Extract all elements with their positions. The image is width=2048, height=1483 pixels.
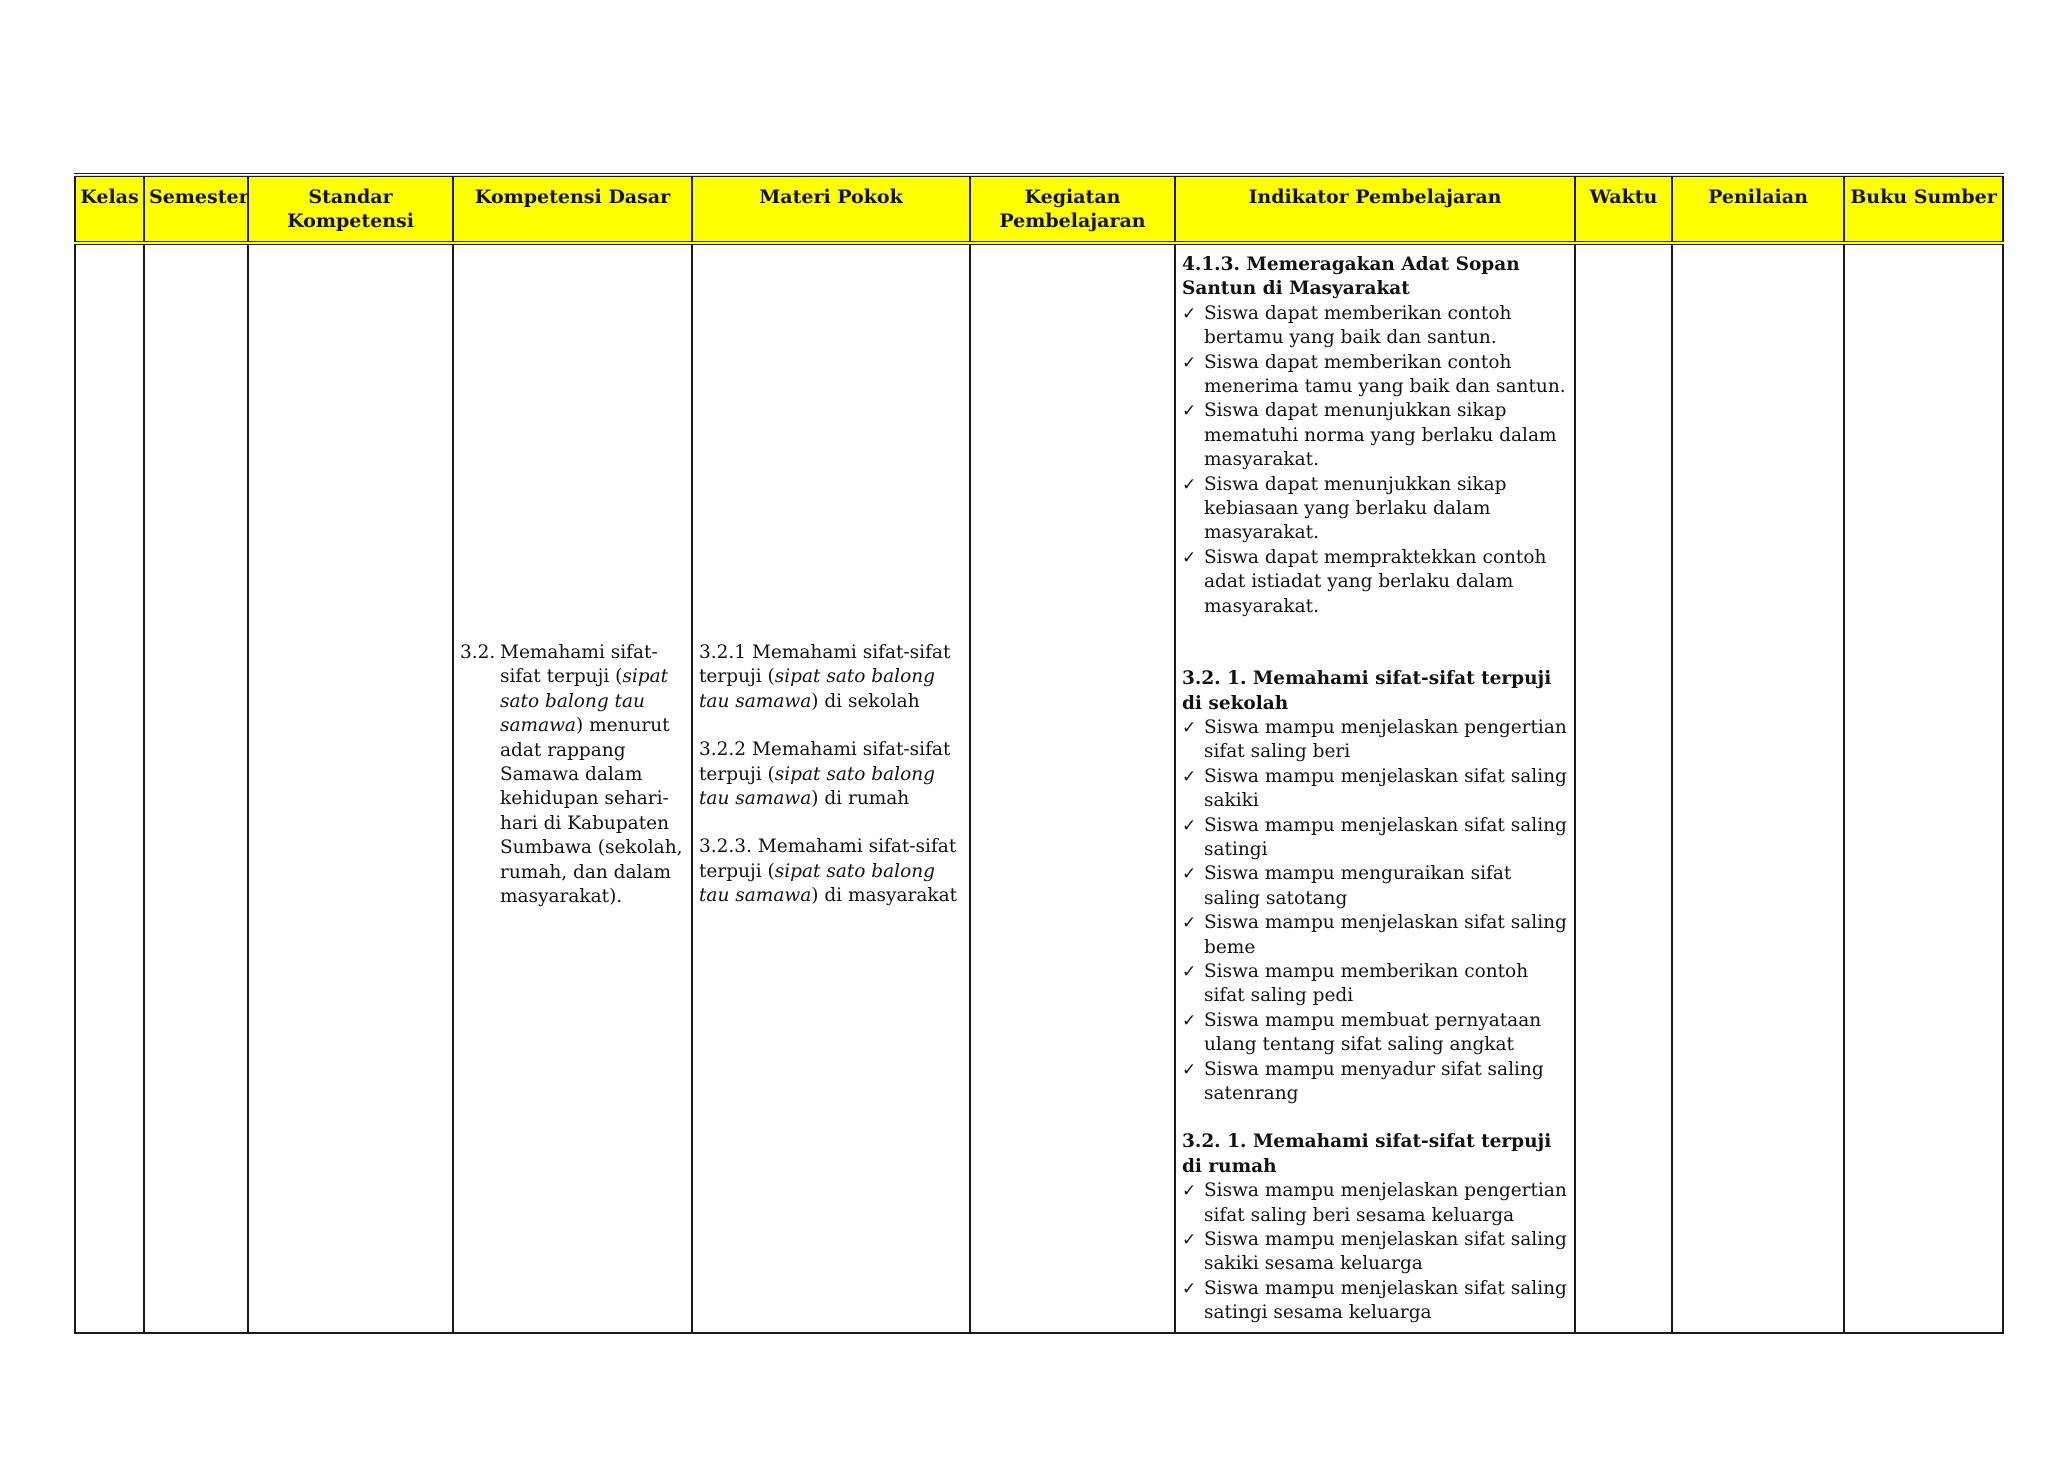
cell-semester	[144, 243, 248, 1333]
materi-pokok-text: ) di masyarakat	[811, 885, 958, 907]
check-icon: ✓	[1182, 1181, 1197, 1202]
materi-pokok-italic-term: sipat sato balong tau samawa	[699, 666, 935, 712]
materi-pokok-list	[699, 641, 963, 909]
indikator-item-text: Siswa dapat menunjukkan sikap mematuhi norma yang berlaku dalam masyarakat.	[1204, 400, 1557, 471]
indikator-heading: 4.1.3. Memeragakan Adat Sopan Santun di Masyarakat	[1182, 254, 1520, 300]
check-icon: ✓	[1182, 717, 1197, 738]
cell-buku-sumber	[1844, 243, 2003, 1333]
kompetensi-dasar-italic-term: sipat sato balong tau samawa	[500, 666, 669, 737]
cell-kegiatan-pembelajaran	[970, 243, 1175, 1333]
materi-pokok-item	[699, 835, 963, 908]
check-icon: ✓	[1182, 1230, 1197, 1251]
indikator-heading: 3.2. 1. Memahami sifat-sifat terpuji di sekolah	[1182, 668, 1552, 714]
indikator-item	[1182, 911, 1568, 960]
cell-indikator-pembelajaran	[1175, 243, 1575, 1333]
col-header-kelas: Kelas	[75, 175, 144, 243]
check-icon: ✓	[1182, 766, 1197, 787]
spacer	[1182, 619, 1568, 667]
check-icon: ✓	[1182, 1278, 1197, 1299]
syllabus-table	[74, 173, 2004, 1334]
check-icon: ✓	[1182, 961, 1197, 982]
indikator-item	[1182, 765, 1568, 814]
indikator-checklist	[1182, 1179, 1568, 1325]
col-header-indikator-pembelajaran: Indikator Pembelajaran	[1175, 175, 1575, 243]
indikator-checklist	[1182, 302, 1568, 619]
indikator-item-text: Siswa mampu menjelaskan sifat saling beme	[1204, 912, 1567, 958]
content-row	[75, 243, 2003, 1333]
kompetensi-dasar-number: 3.2.	[460, 642, 496, 663]
cell-kelas	[75, 243, 144, 1333]
indikator-checklist	[1182, 716, 1568, 1107]
check-icon: ✓	[1182, 864, 1197, 885]
col-header-waktu: Waktu	[1575, 175, 1672, 243]
check-icon: ✓	[1182, 1059, 1197, 1080]
check-icon: ✓	[1182, 474, 1197, 495]
materi-pokok-text: ) di rumah	[811, 788, 910, 810]
indikator-item-text: Siswa dapat mempraktekkan contoh adat istiadat yang berlaku dalam masyarakat.	[1204, 546, 1547, 617]
indikator-item	[1182, 1228, 1568, 1277]
col-header-penilaian: Penilaian	[1672, 175, 1844, 243]
materi-pokok-italic-term: sipat sato balong tau samawa	[699, 860, 935, 907]
cell-materi-pokok	[692, 243, 970, 1333]
indikator-item	[1182, 960, 1568, 1009]
indikator-item-text: Siswa mampu menjelaskan pengertian sifat saling beri sesama keluarga	[1204, 1180, 1567, 1226]
materi-pokok-text: ) di sekolah	[811, 690, 920, 712]
indikator-item	[1182, 1009, 1568, 1058]
indikator-item	[1182, 302, 1568, 351]
indikator-item	[1182, 814, 1568, 863]
indikator-item-text: Siswa mampu menyadur sifat saling satenrang	[1204, 1058, 1544, 1104]
header-row	[75, 175, 2003, 243]
col-header-kompetensi-dasar: Kompetensi Dasar	[453, 175, 692, 243]
cell-kompetensi-dasar	[453, 243, 692, 1333]
indikator-item-text: Siswa dapat menunjukkan sikap kebiasaan yang berlaku dalam masyarakat.	[1204, 473, 1507, 544]
materi-pokok-text: 3.2.1 Memahami sifat-sifat terpuji (	[699, 642, 951, 688]
indikator-group	[1182, 253, 1568, 619]
materi-pokok-text: 3.2.2 Memahami sifat-sifat terpuji (	[699, 739, 951, 785]
indikator-item-text: Siswa mampu menguraikan sifat saling satotang	[1204, 863, 1512, 909]
indikator-item-text: Siswa dapat memberikan contoh menerima tamu yang baik dan santun.	[1204, 351, 1566, 398]
indikator-item	[1182, 399, 1568, 472]
indikator-item	[1182, 1179, 1568, 1228]
indikator-group	[1182, 667, 1568, 1106]
indikator-item-text: Siswa mampu menjelaskan pengertian sifat saling beri	[1204, 716, 1567, 763]
indikator-item	[1182, 716, 1568, 765]
indikator-item	[1182, 546, 1568, 619]
materi-pokok-text: 3.2.3. Memahami sifat-sifat terpuji (	[699, 836, 957, 882]
indikator-item-text: Siswa mampu memberikan contoh sifat saling pedi	[1204, 960, 1529, 1007]
indikator-item	[1182, 351, 1568, 400]
check-icon: ✓	[1182, 815, 1197, 836]
check-icon: ✓	[1182, 1010, 1197, 1031]
kompetensi-dasar-item	[460, 641, 685, 909]
indikator-item	[1182, 1277, 1568, 1326]
cell-standar-kompetensi	[248, 243, 453, 1333]
col-header-materi-pokok: Materi Pokok	[692, 175, 970, 243]
kompetensi-dasar-text-part: Memahami sifat-sifat terpuji (	[500, 642, 658, 688]
col-header-buku-sumber: Buku Sumber	[1844, 175, 2003, 243]
indikator-heading: 3.2. 1. Memahami sifat-sifat terpuji di rumah	[1182, 1131, 1552, 1177]
col-header-kegiatan-pembelajaran: Kegiatan Pembelajaran	[970, 175, 1175, 243]
col-header-standar-kompetensi: Standar Kompetensi	[248, 175, 453, 243]
indikator-item-text: Siswa mampu menjelaskan sifat saling satingi sesama keluarga	[1204, 1277, 1567, 1324]
kompetensi-dasar-text-part: ) menurut adat rappang Samawa dalam kehidupan sehari-hari di Kabupaten Sumbawa (sekolah, rumah, dan dalam masyarakat).	[500, 715, 683, 908]
indikator-item-text: Siswa mampu membuat pernyataan ulang tentang sifat saling angkat	[1204, 1009, 1542, 1056]
indikator-item	[1182, 473, 1568, 546]
materi-pokok-italic-term: sipat sato balong tau samawa	[699, 763, 935, 810]
indikator-item-text: Siswa mampu menjelaskan sifat saling satingi	[1204, 814, 1567, 860]
materi-pokok-item	[699, 738, 963, 811]
indikator-item-text: Siswa mampu menjelaskan sifat saling sakiki sesama keluarga	[1204, 1229, 1567, 1275]
check-icon: ✓	[1182, 547, 1197, 568]
check-icon: ✓	[1182, 401, 1197, 422]
indikator-item-text: Siswa dapat memberikan contoh bertamu yang baik dan santun.	[1204, 302, 1512, 349]
col-header-semester: Semester	[144, 175, 248, 243]
indikator-item-text: Siswa mampu menjelaskan sifat saling sakiki	[1204, 765, 1567, 812]
check-icon: ✓	[1182, 303, 1197, 324]
check-icon: ✓	[1182, 352, 1197, 373]
spacer	[1182, 1106, 1568, 1130]
indikator-group	[1182, 1130, 1568, 1325]
indikator-item	[1182, 862, 1568, 911]
cell-waktu	[1575, 243, 1672, 1333]
syllabus-sheet	[74, 173, 2002, 1324]
check-icon: ✓	[1182, 913, 1197, 934]
cell-penilaian	[1672, 243, 1844, 1333]
materi-pokok-item	[699, 641, 963, 714]
indikator-item	[1182, 1058, 1568, 1107]
kompetensi-dasar-text	[500, 641, 685, 909]
